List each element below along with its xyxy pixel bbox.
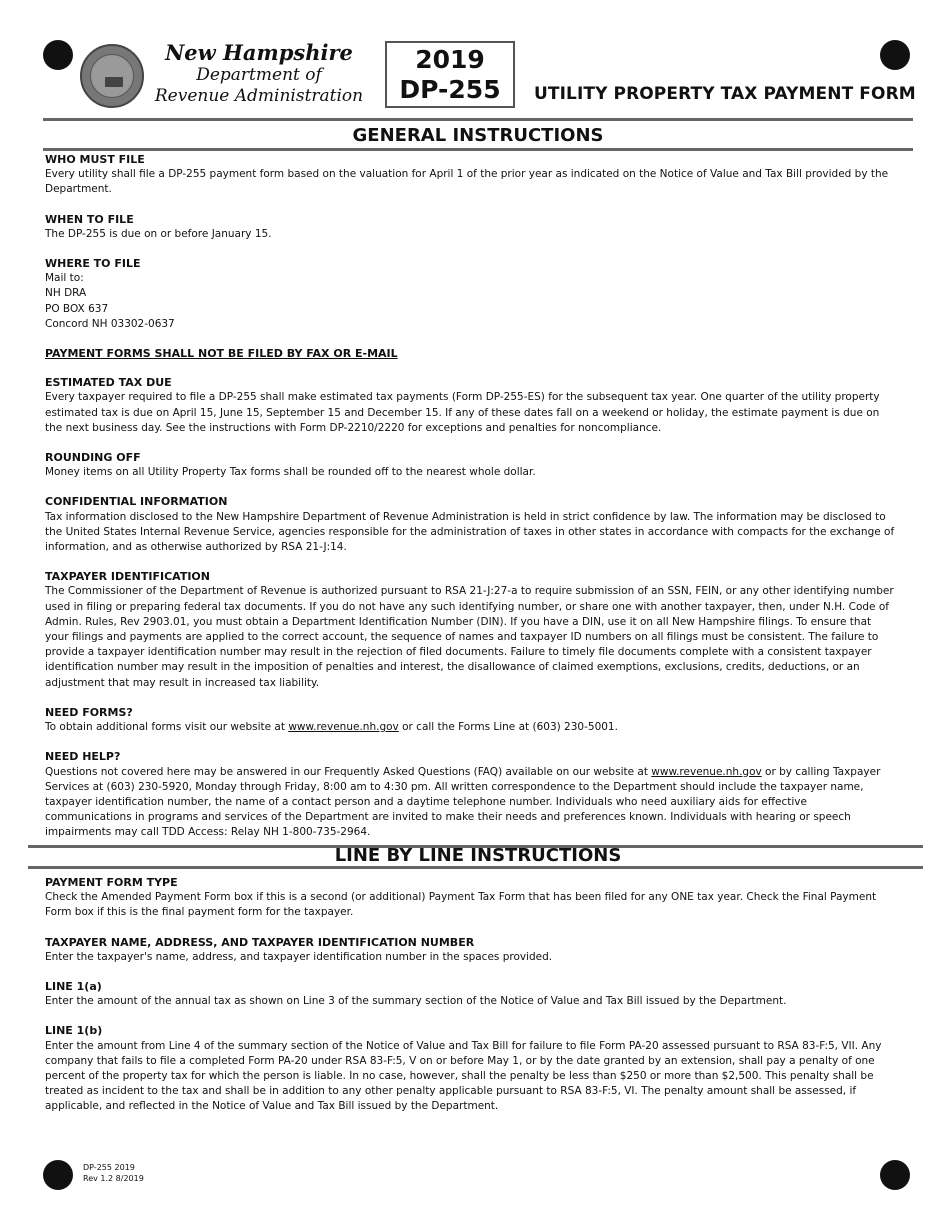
registration-mark-top-left (43, 40, 73, 70)
form-id-box (385, 41, 515, 108)
form-year: 2019 (415, 45, 485, 74)
when-to-file-text: The DP-255 is due on or before January 15. (45, 227, 272, 240)
rounding-text: Money items on all Utility Property Tax forms shall be rounded off to the nearest whole dollar. (45, 466, 536, 479)
general-divider (43, 148, 913, 151)
taxpayer-id-heading: TAXPAYER IDENTIFICATION (45, 570, 210, 584)
estimated-tax-text: Every taxpayer required to file a DP-255 shall make estimated tax payments (Form DP-255-ES) for the subsequent tax year. One quarter of the utility property estimated tax is due on April 15, June 15, September 15 and December 15. If any of these dates fall on a weekend or holiday, the estimate payment is due on the next business day. See the instructions with Form DP-2210/2220 for exceptions and penalties for noncompliance. (45, 391, 880, 434)
footer-revision-date: Rev 1.2 8/2019 (83, 1174, 144, 1183)
taxpayer-name-text: Enter the taxpayer's name, address, and taxpayer identification number in the spaces provided. (45, 950, 553, 963)
where-to-file-section (45, 256, 895, 332)
line-1a-section (45, 979, 895, 1009)
taxpayer-id-text: The Commissioner of the Department of Revenue is authorized pursuant to RSA 21-J:27-a to require submission of an SSN, FEIN, or any other identifying number used in filing or preparing federal tax documents. If you do not have any such identifying number, or share one with another taxpayer, then, under N.H. Code of Admin. Rules, Rev 2903.01, you must obtain a Department Identification Number (DIN). If you have a DIN, use it on all New Hampshire filings. To ensure that your filings and payments are applied to the correct account, the sequence of names and taxpayer ID numbers on all filings must be consistent. The failure to provide a taxpayer identification number may result in the rejection of filed documents. Failure to timely file documents complete with a consistent taxpayer identification number may result in the imposition of penalties and interest, the disallowance of claimed exemptions, exclusions, credits, deductions, or an adjustment that may result in increased tax liability. (45, 585, 894, 689)
department-line-1: Department of (196, 65, 322, 86)
need-forms-section (45, 705, 895, 735)
line-1b-heading: LINE 1(b) (45, 1024, 103, 1038)
estimated-tax-section (45, 375, 895, 436)
footer-revision (83, 1162, 144, 1184)
need-help-heading: NEED HELP? (45, 750, 121, 764)
general-instructions-title: GENERAL INSTRUCTIONS (352, 125, 604, 146)
taxpayer-name-section (45, 935, 895, 965)
payment-form-type-text: Check the Amended Payment Form box if this is a second (or additional) Payment Tax Form that has been filed for any ONE tax year. Check the Final Payment Form box if this is the final payment form for the taxpayer. (45, 891, 877, 919)
general-instructions (45, 152, 895, 841)
line-by-line-title: LINE BY LINE INSTRUCTIONS (334, 845, 622, 866)
line-by-line-bottom-divider (28, 866, 923, 869)
mailing-address-line: Concord NH 03302-0637 (45, 317, 175, 330)
line-by-line-instructions (45, 875, 895, 1115)
website-link[interactable]: www.revenue.nh.gov (651, 765, 762, 778)
rounding-heading: ROUNDING OFF (45, 451, 141, 465)
confidential-section (45, 494, 895, 555)
footer-form-id: DP-255 2019 (83, 1163, 135, 1172)
department-line-2: Revenue Administration (154, 85, 364, 106)
no-fax-heading: PAYMENT FORMS SHALL NOT BE FILED BY FAX OR E-MAIL (45, 347, 398, 361)
payment-form-type-section (45, 875, 895, 921)
need-help-text (45, 765, 895, 841)
when-to-file-section (45, 212, 895, 242)
mailing-address-line: Mail to: (45, 272, 84, 285)
line-1a-text: Enter the amount of the annual tax as shown on Line 3 of the summary section of the Notice of Value and Tax Bill issued by the Department. (45, 995, 787, 1008)
no-fax-notice (45, 346, 895, 361)
header-divider (43, 118, 913, 121)
registration-mark-bottom-right (880, 1160, 910, 1190)
when-to-file-heading: WHEN TO FILE (45, 212, 134, 226)
where-to-file-heading: WHERE TO FILE (45, 257, 141, 271)
taxpayer-name-heading: TAXPAYER NAME, ADDRESS, AND TAXPAYER IDENTIFICATION NUMBER (45, 935, 475, 949)
who-must-file-text: Every utility shall file a DP-255 payment form based on the valuation for April 1 of the prior year as indicated on the Notice of Value and Tax Bill provided by the Department. (45, 168, 889, 196)
need-help-section (45, 749, 895, 840)
confidential-heading: CONFIDENTIAL INFORMATION (45, 495, 228, 509)
estimated-tax-heading: ESTIMATED TAX DUE (45, 376, 172, 390)
line-1b-section (45, 1023, 895, 1114)
state-name: New Hampshire (165, 40, 353, 65)
need-forms-text (45, 720, 895, 735)
line-1a-heading: LINE 1(a) (45, 980, 102, 994)
need-forms-heading: NEED FORMS? (45, 705, 133, 719)
line-1b-text: Enter the amount from Line 4 of the summary section of the Notice of Value and Tax Bill for failure to file Form PA-20 assessed pursuant to RSA 83-F:5, VII. Any company that fails to file a completed Form PA-20 under RSA 83-F:5, V on or before May 1, or by the date granted by an extension, shall pay a penalty of one percent of the property tax for which the person is liable. In no case, however, shall the penalty be less than $250 or more than $2,500. This penalty shall be treated as incident to the tax and shall be in addition to any other penalty applicable pursuant to RSA 83-F:5, VI. The penalty amount shall be assessed, if applicable, and reflected in the Notice of Value and Tax Bill issued by the Department. (45, 1039, 882, 1113)
need-help-text-end: or by calling Taxpayer Services at (603) 230-5920, Monday through Friday, 8:00 am to 4:30 pm. All written correspondence to the Department should include the taxpayer name, taxpayer identification number, the name of a contact person and a daytime telephone number. Individuals who need auxiliary aids for effective communications in programs and services of the Department are invited to make their needs and preferences known. Individuals with hearing or speech impairments may call TDD Access: Relay NH 1-800-735-2964. (45, 765, 881, 839)
registration-mark-bottom-left (43, 1160, 73, 1190)
mailing-address-line: NH DRA (45, 287, 87, 300)
registration-mark-top-right (880, 40, 910, 70)
mailing-address-line: PO BOX 637 (45, 302, 109, 315)
who-must-file-heading: WHO MUST FILE (45, 153, 145, 166)
who-must-file-section (45, 152, 895, 198)
payment-form-type-heading: PAYMENT FORM TYPE (45, 876, 178, 889)
form-number: DP-255 (399, 75, 501, 104)
state-seal-icon (80, 44, 144, 108)
rounding-section (45, 450, 895, 480)
need-forms-text-end: or call the Forms Line at (603) 230-5001. (398, 721, 618, 734)
need-help-text-start: Questions not covered here may be answered in our Frequently Asked Questions (FAQ) available on our website at (45, 765, 652, 778)
form-title: UTILITY PROPERTY TAX PAYMENT FORM (534, 84, 916, 104)
need-forms-text-start: To obtain additional forms visit our website at (45, 721, 289, 734)
taxpayer-id-section (45, 569, 895, 691)
website-link[interactable]: www.revenue.nh.gov (288, 721, 399, 734)
confidential-text: Tax information disclosed to the New Hampshire Department of Revenue Administration is held in strict confidence by law. The information may be disclosed to the United States Internal Revenue Service, agencies responsible for the administration of taxes in other states in accordance with compacts for the exchange of information, and as otherwise authorized by RSA 21-J:14. (45, 510, 895, 554)
agency-name (146, 40, 372, 106)
